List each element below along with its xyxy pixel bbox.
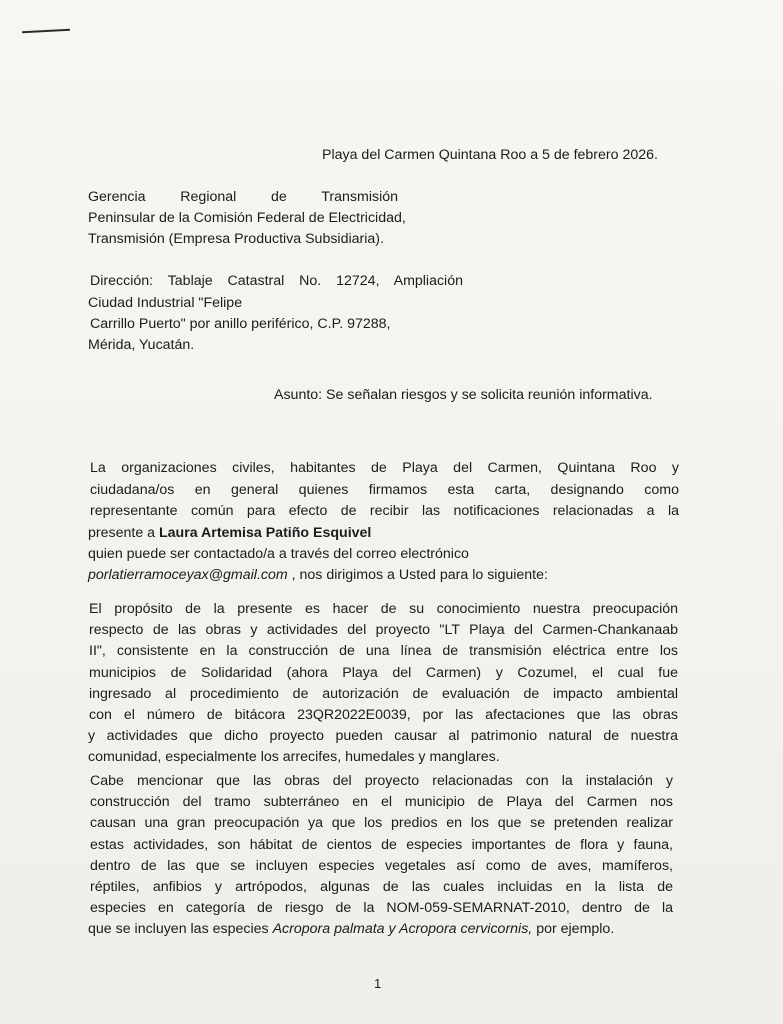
- paragraph-3-line: causan una gran preocupación ya que los predios en los que se pretenden realizar: [90, 815, 673, 831]
- paragraph-3-line: [88, 920, 665, 938]
- paragraph-2-line: II", consistente en la construcción de una línea de transmisión eléctrica entre los: [89, 643, 678, 659]
- paragraph-1-line: [88, 566, 548, 584]
- contact-email: porlatierramoceyax@gmail.com: [88, 567, 288, 583]
- paragraph-2-line: municipios de Solidaridad (ahora Playa del Carmen) y Cozumel, el cual fue: [89, 665, 678, 681]
- paragraph-2-line: ingresado al procedimiento de autorización de evaluación de impacto ambiental: [89, 686, 678, 702]
- recipient-line-2: Peninsular de la Comisión Federal de Electricidad,: [88, 210, 406, 226]
- address-line-2: Ciudad Industrial "Felipe: [88, 295, 243, 311]
- species-names: Acropora palmata y Acropora cervicornis,: [272, 921, 533, 937]
- paragraph-3-line: estas actividades, son hábitat de cientos de especies importantes de flora y fauna,: [90, 837, 673, 853]
- pen-mark: [22, 29, 70, 34]
- recipient-line-3: Transmisión (Empresa Productiva Subsidiaria).: [88, 231, 384, 247]
- date-line: Playa del Carmen Quintana Roo a 5 de febrero 2026.: [322, 147, 658, 163]
- address-line-1: Dirección: Tablaje Catastral No. 12724, Ampliación: [90, 273, 463, 289]
- address-line-4: Mérida, Yucatán.: [88, 337, 195, 353]
- paragraph-1-line: La organizaciones civiles, habitantes de Playa del Carmen, Quintana Roo y: [90, 460, 679, 476]
- paragraph-3-line: dentro de las que se incluyen especies vegetales así como de aves, mamíferos,: [90, 858, 673, 874]
- email-suffix: , nos dirigimos a Usted para lo siguiente:: [287, 567, 548, 583]
- paragraph-2-line: comunidad, especialmente los arrecifes, humedales y manglares.: [88, 749, 500, 765]
- paragraph-2-line: El propósito de la presente es hacer de su conocimiento nuestra preocupación: [89, 601, 678, 617]
- recipient-line-1: Gerencia Regional de Transmisión: [88, 189, 398, 205]
- paragraph-2-line: respecto de las obras y actividades del proyecto "LT Playa del Carmen-Chankanaab: [89, 622, 678, 638]
- representative-name: Laura Artemisa Patiño Esquivel: [159, 525, 372, 541]
- paragraph-3-line: Cabe mencionar que las obras del proyecto relacionadas con la instalación y: [90, 773, 673, 789]
- paragraph-1-line: [88, 524, 371, 542]
- paragraph-3-line: especies en categoría de riesgo de la NOM-059-SEMARNAT-2010, dentro de la: [90, 900, 673, 916]
- species-prefix: que se incluyen las especies: [88, 921, 273, 937]
- page-number: 1: [374, 976, 382, 991]
- representative-prefix: presente a: [88, 525, 159, 541]
- species-suffix: por ejemplo.: [532, 921, 615, 937]
- paragraph-1-line: quien puede ser contactado/a a través del correo electrónico: [88, 546, 469, 562]
- subject-line: Asunto: Se señalan riesgos y se solicita reunión informativa.: [274, 387, 653, 403]
- paragraph-1-line: representante común para efecto de recibir las notificaciones relacionadas a la: [90, 503, 679, 519]
- address-line-3: Carrillo Puerto" por anillo periférico, C.P. 97288,: [90, 316, 391, 332]
- paragraph-2-line: y actividades que dicho proyecto pueden causar al patrimonio natural de nuestra: [88, 728, 678, 744]
- paragraph-3-line: réptiles, anfibios y artrópodos, algunas de las cuales incluidas en la lista de: [90, 879, 673, 895]
- paragraph-3-line: construcción del tramo subterráneo en el municipio de Playa del Carmen nos: [90, 794, 673, 810]
- paragraph-1-line: ciudadana/os en general quienes firmamos esta carta, designando como: [90, 482, 679, 498]
- paragraph-2-line: con el número de bitácora 23QR2022E0039, por las afectaciones que las obras: [89, 707, 678, 723]
